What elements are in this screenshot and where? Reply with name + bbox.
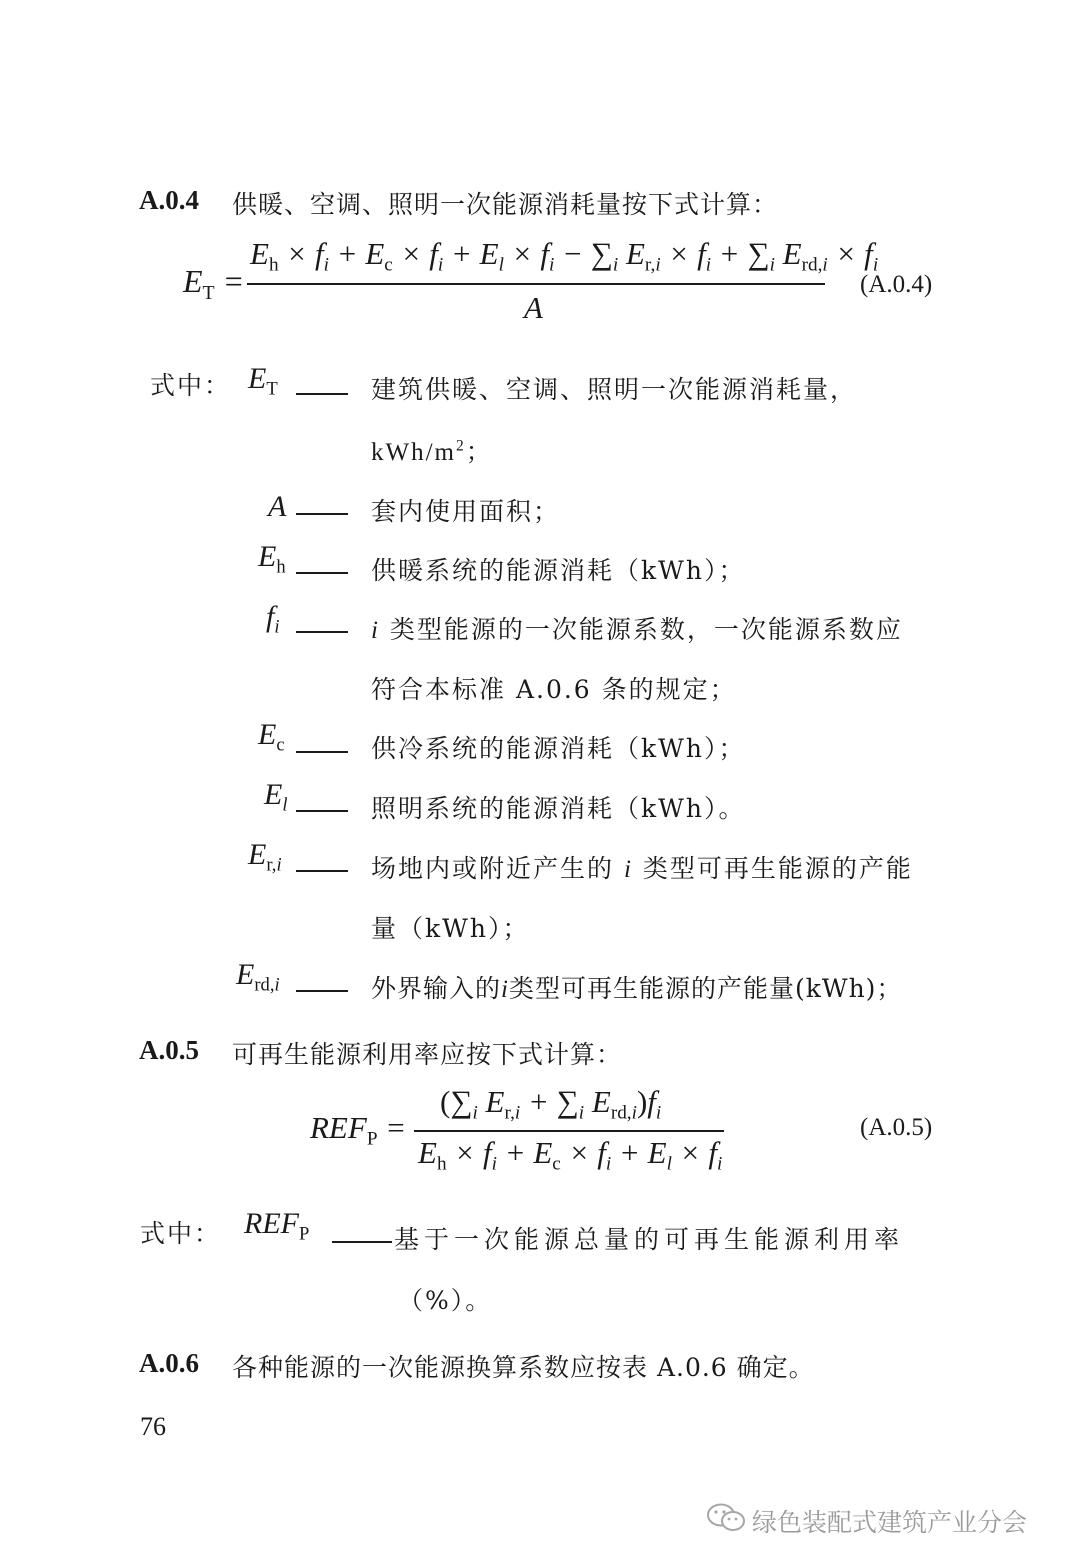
def-symbol-a: A xyxy=(268,490,287,523)
eq2-fraction-bar xyxy=(414,1130,724,1132)
def-symbol-erdi: $E_{rd,i}$ xyxy=(236,958,280,996)
def-dash xyxy=(332,1241,392,1243)
def-text-fi: i 类型能源的一次能源系数，一次能源系数应 xyxy=(371,615,903,644)
where-label: 式中： xyxy=(150,371,232,400)
def-text-el: 照明系统的能源消耗（kWh）。 xyxy=(371,794,746,823)
wechat-icon xyxy=(706,1502,748,1538)
def-text-et-unit: kWh/$m^2$； xyxy=(371,437,493,466)
section-number-a04: A.0.4 xyxy=(139,185,199,215)
eq2-lhs: $REF_P$ = xyxy=(310,1110,407,1150)
def-symbol-eh: $E_h$ xyxy=(258,540,286,578)
eq1-denominator: A xyxy=(524,290,543,325)
page-number: 76 xyxy=(140,1412,166,1441)
eq2-number: (A.0.5) xyxy=(860,1114,933,1141)
def-dash xyxy=(296,572,348,574)
def-text-fi-2: 符合本标准 A.0.6 条的规定； xyxy=(371,675,737,704)
def-symbol-eri: $E_{r,i}$ xyxy=(248,838,282,876)
def-dash xyxy=(296,751,348,753)
def-symbol-refp: $REF_P$ xyxy=(244,1207,310,1245)
eq1-numerator: $E_h \times f_i + E_c \times f_i + E_l \times f_i - \sum_i$ $E_{r,i} \times f_i + \sum_i$ $E_{rd,i} \times f_i$ xyxy=(250,236,879,276)
watermark-text: 绿色装配式建筑产业分会 xyxy=(752,1508,1028,1537)
def-symbol-ec: $E_c$ xyxy=(258,718,285,756)
def-dash xyxy=(296,810,348,812)
section-text-a05: 可再生能源利用率应按下式计算： xyxy=(232,1040,623,1069)
def-text-refp-2: （%）。 xyxy=(398,1286,493,1315)
def-symbol-el: $E_l$ xyxy=(264,778,288,816)
def-dash xyxy=(296,631,348,633)
where-label-2: 式中： xyxy=(140,1219,222,1248)
section-text-a04: 供暖、空调、照明一次能源消耗量按下式计算： xyxy=(232,190,779,219)
def-symbol-et: $E_T$ xyxy=(248,362,278,400)
section-number-a05: A.0.5 xyxy=(139,1035,199,1065)
def-text-eh: 供暖系统的能源消耗（kWh）； xyxy=(371,556,746,585)
def-text-erdi: 外界输入的i类型可再生能源的产能量(kWh)； xyxy=(371,974,903,1003)
def-dash xyxy=(296,513,348,515)
def-dash xyxy=(296,393,348,395)
eq2-numerator: ($\sum_i$ $E_{r,i} + \sum_i$ $E_{rd,i})f_i$ xyxy=(440,1084,662,1124)
eq1-number: (A.0.4) xyxy=(860,271,933,298)
def-text-a: 套内使用面积； xyxy=(371,497,561,526)
def-text-et: 建筑供暖、空调、照明一次能源消耗量， xyxy=(371,375,858,404)
def-dash xyxy=(296,870,348,872)
eq1-fraction-bar xyxy=(247,283,825,285)
def-text-ec: 供冷系统的能源消耗（kWh）； xyxy=(371,734,746,763)
section-text-a06: 各种能源的一次能源换算系数应按表 A.0.6 确定。 xyxy=(232,1353,815,1382)
def-text-eri-2: 量（kWh）； xyxy=(371,914,530,943)
eq1-lhs: $E_T$ = xyxy=(183,263,245,304)
def-symbol-fi: $f_i$ xyxy=(266,600,280,638)
def-text-eri: 场地内或附近产生的 i 类型可再生能源的产能 xyxy=(371,854,913,883)
def-dash xyxy=(296,990,348,992)
eq2-denominator: $E_h \times f_i + E_c \times f_i + E_l \times f_i$ xyxy=(418,1135,723,1175)
section-number-a06: A.0.6 xyxy=(139,1348,199,1378)
def-text-refp: 基于一次能源总量的可再生能源利用率 xyxy=(394,1225,905,1254)
